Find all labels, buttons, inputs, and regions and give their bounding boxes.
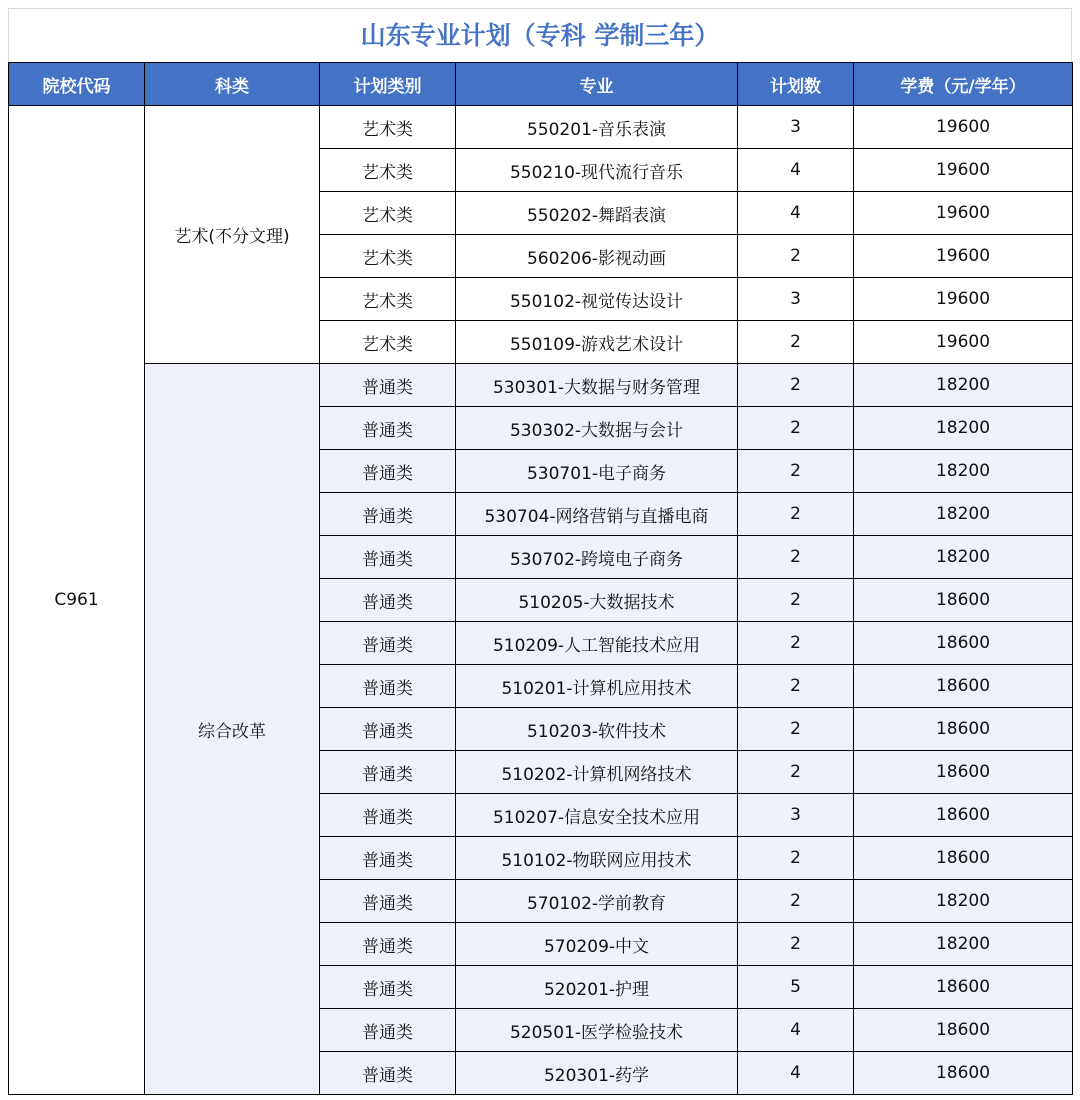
- plan-type-cell: 普通类: [320, 794, 456, 837]
- plan-count-cell: 2: [738, 579, 854, 622]
- plan-count-cell: 3: [738, 106, 854, 149]
- tuition-cell: 18600: [854, 1009, 1073, 1052]
- major-cell: 510201-计算机应用技术: [456, 665, 738, 708]
- plan-type-cell: 普通类: [320, 751, 456, 794]
- major-cell: 550210-现代流行音乐: [456, 149, 738, 192]
- plan-type-cell: 普通类: [320, 536, 456, 579]
- tuition-cell: 18600: [854, 708, 1073, 751]
- plan-type-cell: 艺术类: [320, 106, 456, 149]
- tuition-cell: 19600: [854, 192, 1073, 235]
- plan-count-cell: 3: [738, 794, 854, 837]
- plan-count-cell: 3: [738, 278, 854, 321]
- major-cell: 530704-网络营销与直播电商: [456, 493, 738, 536]
- table-header-row: [9, 63, 1073, 106]
- plan-count-cell: 2: [738, 450, 854, 493]
- plan-count-cell: 5: [738, 966, 854, 1009]
- plan-type-cell: 普通类: [320, 837, 456, 880]
- tuition-cell: 18600: [854, 579, 1073, 622]
- tuition-cell: 19600: [854, 321, 1073, 364]
- major-cell: 520301-药学: [456, 1052, 738, 1095]
- major-cell: 510205-大数据技术: [456, 579, 738, 622]
- plan-count-cell: 2: [738, 493, 854, 536]
- major-cell: 510207-信息安全技术应用: [456, 794, 738, 837]
- major-cell: 510209-人工智能技术应用: [456, 622, 738, 665]
- tuition-cell: 19600: [854, 278, 1073, 321]
- plan-table: [8, 62, 1073, 1095]
- school-code-cell: C961: [9, 106, 145, 1095]
- major-cell: 510202-计算机网络技术: [456, 751, 738, 794]
- plan-count-cell: 4: [738, 1052, 854, 1095]
- major-cell: 510102-物联网应用技术: [456, 837, 738, 880]
- major-cell: 520201-护理: [456, 966, 738, 1009]
- plan-type-cell: 艺术类: [320, 321, 456, 364]
- plan-count-cell: 2: [738, 923, 854, 966]
- tuition-cell: 18200: [854, 407, 1073, 450]
- plan-count-cell: 2: [738, 751, 854, 794]
- tuition-cell: 18200: [854, 450, 1073, 493]
- header-major: 专业: [456, 63, 738, 106]
- plan-count-cell: 2: [738, 837, 854, 880]
- plan-type-cell: 普通类: [320, 493, 456, 536]
- plan-count-cell: 2: [738, 622, 854, 665]
- major-cell: 570209-中文: [456, 923, 738, 966]
- major-cell: 510203-软件技术: [456, 708, 738, 751]
- plan-type-cell: 艺术类: [320, 235, 456, 278]
- plan-type-cell: 艺术类: [320, 149, 456, 192]
- plan-count-cell: 4: [738, 192, 854, 235]
- major-cell: 570102-学前教育: [456, 880, 738, 923]
- major-cell: 530301-大数据与财务管理: [456, 364, 738, 407]
- major-cell: 530702-跨境电子商务: [456, 536, 738, 579]
- major-cell: 530302-大数据与会计: [456, 407, 738, 450]
- header-plan-type: 计划类别: [320, 63, 456, 106]
- plan-type-cell: 普通类: [320, 579, 456, 622]
- plan-count-cell: 2: [738, 708, 854, 751]
- plan-type-cell: 普通类: [320, 923, 456, 966]
- tuition-cell: 18600: [854, 966, 1073, 1009]
- header-tuition: 学费（元/学年）: [854, 63, 1073, 106]
- plan-count-cell: 2: [738, 536, 854, 579]
- major-cell: 550102-视觉传达设计: [456, 278, 738, 321]
- major-cell: 550109-游戏艺术设计: [456, 321, 738, 364]
- plan-count-cell: 2: [738, 321, 854, 364]
- tuition-cell: 18600: [854, 622, 1073, 665]
- tuition-cell: 18600: [854, 751, 1073, 794]
- table-row: [9, 106, 1073, 149]
- plan-count-cell: 2: [738, 364, 854, 407]
- plan-count-cell: 4: [738, 149, 854, 192]
- tuition-cell: 18600: [854, 1052, 1073, 1095]
- major-cell: 530701-电子商务: [456, 450, 738, 493]
- tuition-cell: 18200: [854, 364, 1073, 407]
- plan-type-cell: 普通类: [320, 407, 456, 450]
- plan-count-cell: 2: [738, 665, 854, 708]
- plan-type-cell: 艺术类: [320, 278, 456, 321]
- major-cell: 550201-音乐表演: [456, 106, 738, 149]
- tuition-cell: 18600: [854, 794, 1073, 837]
- plan-type-cell: 普通类: [320, 364, 456, 407]
- plan-type-cell: 普通类: [320, 1052, 456, 1095]
- major-cell: 520501-医学检验技术: [456, 1009, 738, 1052]
- tuition-cell: 19600: [854, 235, 1073, 278]
- plan-count-cell: 2: [738, 235, 854, 278]
- plan-document: [8, 8, 1072, 1095]
- plan-type-cell: 普通类: [320, 450, 456, 493]
- tuition-cell: 18200: [854, 536, 1073, 579]
- tuition-cell: 18600: [854, 665, 1073, 708]
- tuition-cell: 18200: [854, 493, 1073, 536]
- header-plan-count: 计划数: [738, 63, 854, 106]
- plan-type-cell: 艺术类: [320, 192, 456, 235]
- tuition-cell: 18600: [854, 837, 1073, 880]
- plan-count-cell: 2: [738, 407, 854, 450]
- major-cell: 550202-舞蹈表演: [456, 192, 738, 235]
- plan-type-cell: 普通类: [320, 880, 456, 923]
- table-body: [9, 106, 1073, 1095]
- header-category: 科类: [145, 63, 320, 106]
- plan-type-cell: 普通类: [320, 665, 456, 708]
- category-cell: 综合改革: [145, 364, 320, 1095]
- page-title: 山东专业计划（专科 学制三年）: [8, 8, 1072, 62]
- plan-type-cell: 普通类: [320, 622, 456, 665]
- header-school-code: 院校代码: [9, 63, 145, 106]
- tuition-cell: 19600: [854, 149, 1073, 192]
- tuition-cell: 18200: [854, 923, 1073, 966]
- table-row: [9, 364, 1073, 407]
- plan-count-cell: 4: [738, 1009, 854, 1052]
- tuition-cell: 18200: [854, 880, 1073, 923]
- tuition-cell: 19600: [854, 106, 1073, 149]
- plan-type-cell: 普通类: [320, 966, 456, 1009]
- plan-type-cell: 普通类: [320, 1009, 456, 1052]
- category-cell: 艺术(不分文理): [145, 106, 320, 364]
- plan-count-cell: 2: [738, 880, 854, 923]
- major-cell: 560206-影视动画: [456, 235, 738, 278]
- plan-type-cell: 普通类: [320, 708, 456, 751]
